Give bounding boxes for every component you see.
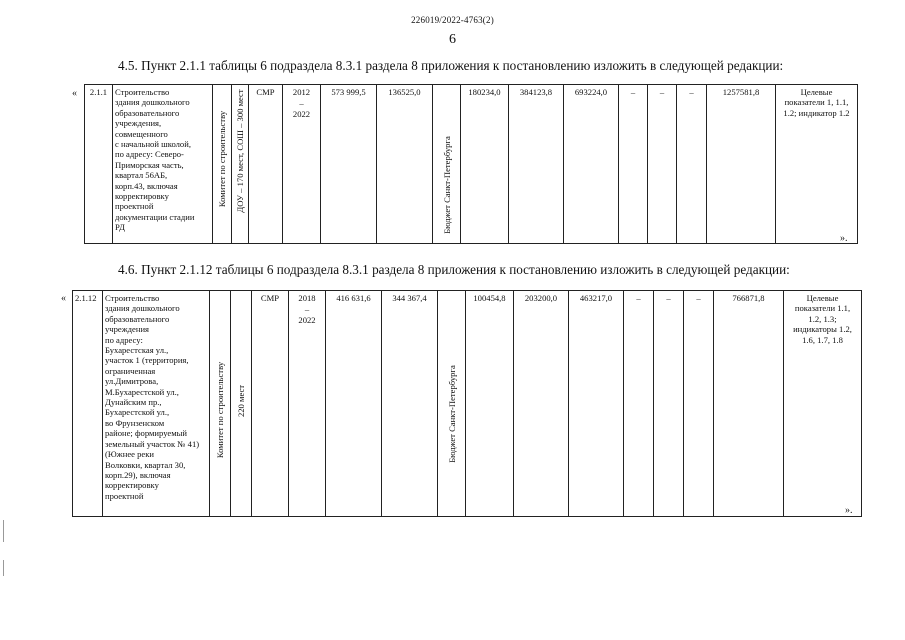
value-cell: 384123,8	[509, 85, 564, 244]
value-cell: 573 999,5	[321, 85, 377, 244]
object-name: Строительство здания дошкольного образовательного учреждения, совмещенного с начальной школой, по адресу: Северо- Приморская часть, квартал 56АБ, корп.43, включая корректировку проектной документации стадии РД	[113, 85, 213, 244]
open-quote: «	[61, 293, 66, 304]
executor: Комитет по строительству	[214, 361, 225, 458]
open-quote: «	[72, 88, 77, 99]
executor: Комитет по строительству	[216, 110, 227, 207]
year-end: 2022	[298, 315, 316, 325]
table-item-2-1-12	[72, 290, 862, 517]
target-indicators: Целевые показатели 1, 1.1, 1.2; индикатор 1.2	[776, 85, 858, 244]
value-cell: –	[677, 85, 707, 244]
item-number: 2.1.1	[85, 85, 113, 244]
period-cell	[289, 291, 326, 517]
work-type: СМР	[249, 85, 283, 244]
budget-source: Бюджет Санкт-Петербурга	[441, 135, 452, 234]
period-cell	[283, 85, 321, 244]
year-start: 2012	[292, 87, 311, 97]
item-number: 2.1.12	[73, 291, 103, 517]
left-margin-mark	[3, 520, 4, 542]
capacity: ДОУ – 170 мест, СОШ – 300 мест	[234, 88, 245, 213]
left-margin-mark	[3, 560, 4, 576]
capacity-cell	[231, 291, 252, 517]
page-number: 6	[449, 32, 456, 47]
close-quote: ».	[840, 233, 848, 244]
value-cell: –	[654, 291, 684, 517]
executor-cell	[210, 291, 231, 517]
table-row	[73, 291, 862, 517]
capacity: 220 мест	[235, 384, 246, 417]
table-row	[85, 85, 858, 244]
value-cell: 344 367,4	[382, 291, 438, 517]
value-cell: –	[648, 85, 677, 244]
value-cell: –	[684, 291, 714, 517]
section-heading-4-6: 4.6. Пункт 2.1.12 таблицы 6 подраздела 8.3.1 раздела 8 приложения к постановлению изложить в следующей редакции:	[118, 262, 790, 277]
table-item-2-1-1	[84, 84, 858, 244]
capacity-cell	[232, 85, 249, 244]
value-cell: 463217,0	[569, 291, 624, 517]
budget-cell	[433, 85, 461, 244]
section-heading-4-5: 4.5. Пункт 2.1.1 таблицы 6 подраздела 8.3.1 раздела 8 приложения к постановлению изложить в следующей редакции:	[118, 58, 784, 73]
target-indicators: Целевые показатели 1.1, 1.2, 1.3; индикаторы 1.2, 1.6, 1.7, 1.8	[784, 291, 862, 517]
value-cell: 693224,0	[564, 85, 619, 244]
value-cell: 416 631,6	[326, 291, 382, 517]
budget-source: Бюджет Санкт-Петербурга	[446, 364, 457, 463]
year-end: 2022	[292, 109, 311, 119]
close-quote: ».	[845, 505, 853, 516]
year-start: 2018	[298, 293, 316, 303]
value-cell: –	[624, 291, 654, 517]
work-type: СМР	[252, 291, 289, 517]
value-cell: 136525,0	[377, 85, 433, 244]
document-number: 226019/2022-4763(2)	[411, 15, 494, 25]
year-dash: –	[299, 98, 304, 108]
total-value: 766871,8	[714, 291, 784, 517]
value-cell: –	[619, 85, 648, 244]
budget-cell	[438, 291, 466, 517]
value-cell: 100454,8	[466, 291, 514, 517]
year-dash: –	[304, 304, 310, 314]
total-value: 1257581,8	[707, 85, 776, 244]
executor-cell	[213, 85, 232, 244]
object-name: Строительство здания дошкольного образовательного учреждения по адресу: Бухарестская ул., участок 1 (территория, ограниченная ул.Димитрова, М.Бухарестской ул., Дунайским пр., Бухарестской ул., во Фрунзенском районе; формируемый земельный участок № 41) (Южнее реки Волковки, квартал 30, корп.29), включая корректировку проектной	[103, 291, 210, 517]
value-cell: 180234,0	[461, 85, 509, 244]
value-cell: 203200,0	[514, 291, 569, 517]
